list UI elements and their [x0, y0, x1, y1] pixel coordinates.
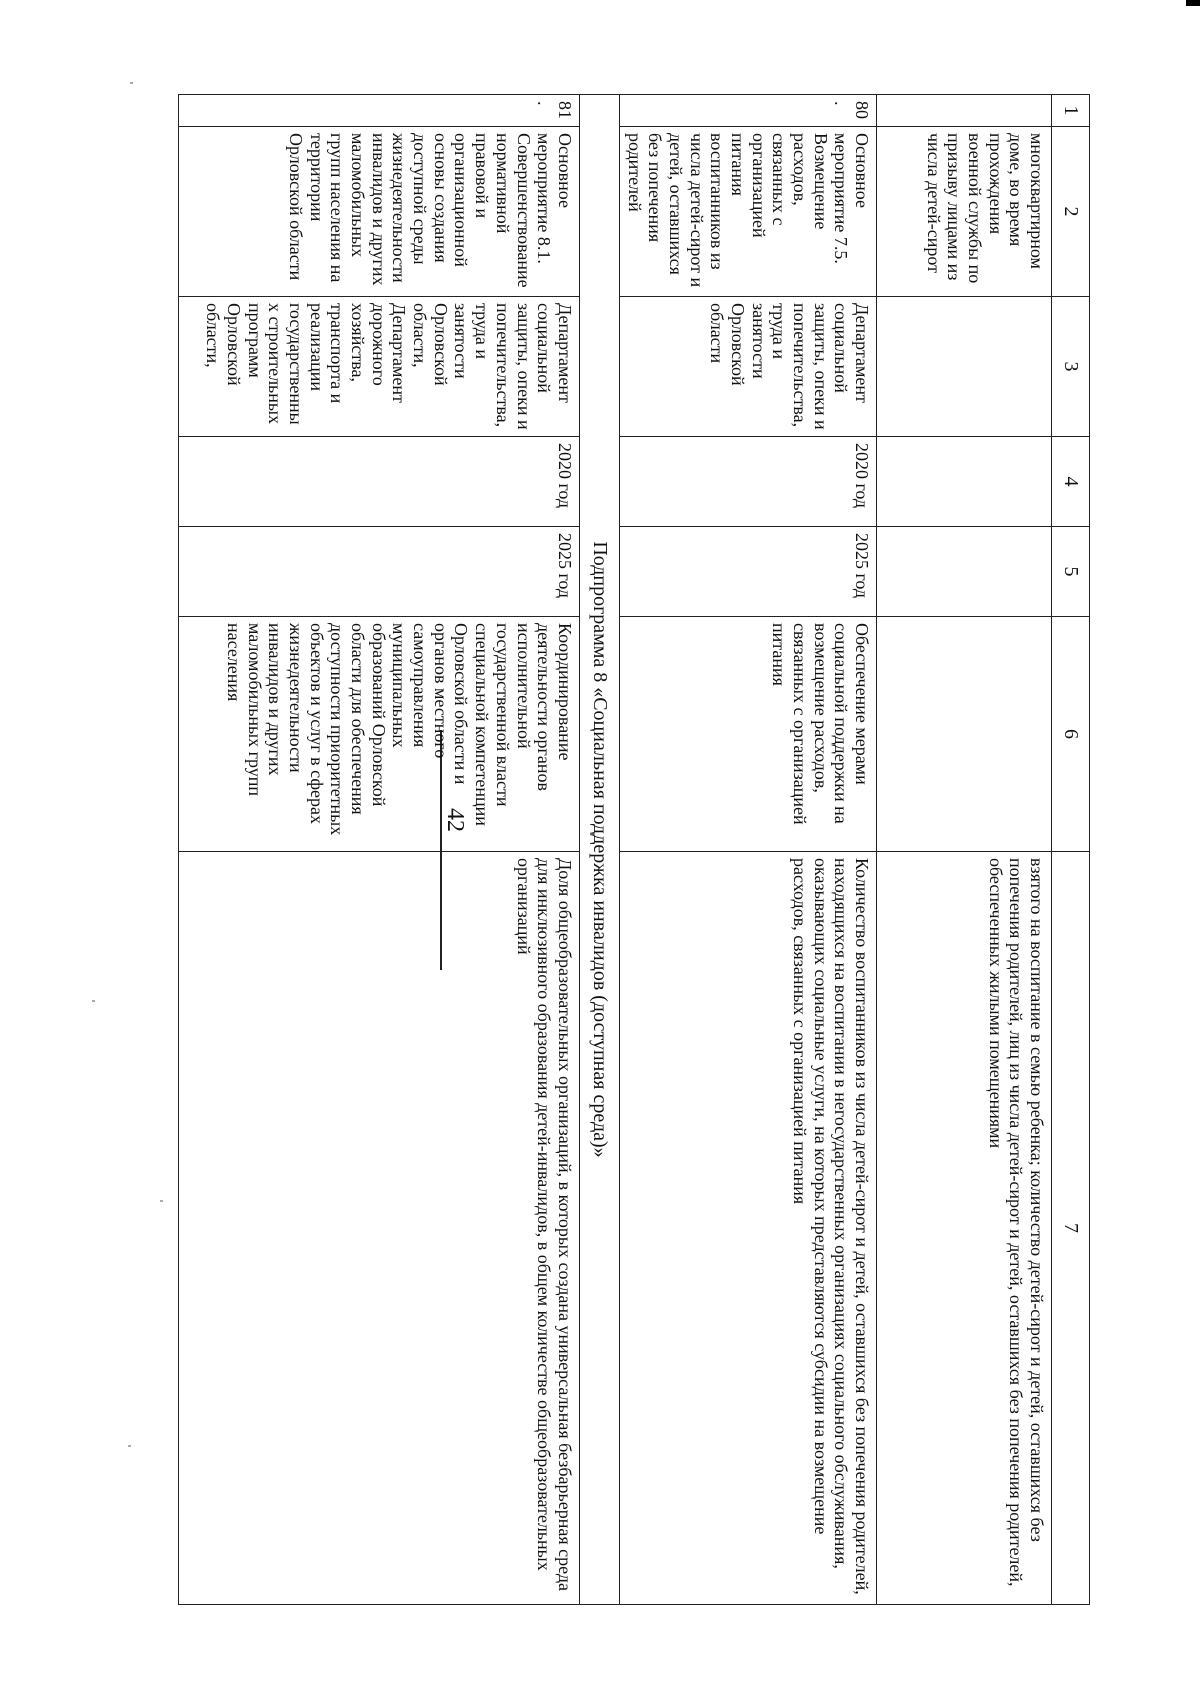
cell-number — [877, 95, 1052, 127]
header-cell-3: 3 — [1052, 297, 1090, 437]
cell-result — [877, 617, 1052, 852]
cell-executor: Департамент социальной защиты, опеки и попечительства, труда и занятости Орловской области, Департамент дорожного хозяйства, транспорта и реализации государственных строительных программ Орловской области, — [179, 297, 580, 437]
cell-measure: многоквартирном доме, во время прохождения военной службы по призыву лицами из числа детей-сирот — [877, 127, 1052, 297]
header-cell-6: 6 — [1052, 617, 1090, 852]
header-cell-1: 1 — [1052, 95, 1090, 127]
table-row-80 — [619, 95, 876, 1605]
header-cell-2: 2 — [1052, 127, 1090, 297]
header-row — [1052, 95, 1090, 1605]
scan-speck — [130, 82, 133, 84]
cell-indicator: взятого на воспитание в семью ребенка; количество детей-сирот и детей, оставшихся без попечения родителей, лиц из числа детей-сирот и детей, оставшихся без попечения родителей, обеспеченных жилыми помещениями — [877, 852, 1052, 1605]
scan-speck — [92, 1000, 95, 1002]
cell-start: 2020 год — [179, 437, 580, 527]
cell-executor — [877, 297, 1052, 437]
scan-speck — [128, 1445, 131, 1447]
rotated-table-container — [178, 94, 1090, 1604]
page-number: 42 — [442, 808, 469, 832]
cell-executor: Департамент социальной защиты, опеки и попечительства, труда и занятости Орловской области — [619, 297, 876, 437]
cell-result: Координирование деятельности органов исполнительной государственной власти специальной компетенции Орловской области и органов местного самоуправления муниципальных образований Орловской области для обеспечения доступности приоритетных объектов и услуг в сферах жизнедеятельности инвалидов и других маломобильных групп населения — [179, 617, 580, 852]
cell-end: 2025 год — [179, 527, 580, 617]
row-number: 80. — [619, 95, 876, 127]
measures-table — [178, 94, 1090, 1605]
cell-measure: Основное мероприятие 8.1. Совершенствование нормативной правовой и организационной основы создания доступной среды жизнедеятельности инвалидов и других маломобильных групп населения на территории Орловской области — [179, 127, 580, 297]
cell-end — [877, 527, 1052, 617]
table-row-81 — [179, 95, 580, 1605]
header-cell-4: 4 — [1052, 437, 1090, 527]
cell-indicator: Доля общеобразовательных организаций, в которых создана универсальная безбарьерная среда для инклюзивного образования детей-инвалидов, в общем количестве общеобразовательных организаций — [179, 852, 580, 1605]
cell-end: 2025 год — [619, 527, 876, 617]
row-number: 81. — [179, 95, 580, 127]
cell-measure: Основное мероприятие 7.5. Возмещение расходов, связанных с организацией питания воспитанников из числа детей-сирот и детей, оставшихся без попечения родителей — [619, 127, 876, 297]
header-cell-7: 7 — [1052, 852, 1090, 1605]
scan-mark — [1186, 0, 1200, 6]
cell-result: Обеспечение мерами социальной поддержки на возмещение расходов, связанных с организацией питания — [619, 617, 876, 852]
subprogram-title: Подпрограмма 8 «Социальная поддержка инвалидов (доступная среда)» — [579, 95, 619, 1605]
subprogram-row — [579, 95, 619, 1605]
cell-indicator: Количество воспитанников из числа детей-сирот и детей, оставшихся без попечения родителей, находящихся на воспитании в негосударственных организациях социального обслуживания, оказывающих социальные услуги, на которых представляются субсидии на возмещение расходов, связанных с организацией питания — [619, 852, 876, 1605]
cell-start: 2020 год — [619, 437, 876, 527]
continuation-row — [877, 95, 1052, 1605]
scan-speck — [160, 1200, 163, 1202]
cell-start — [877, 437, 1052, 527]
header-cell-5: 5 — [1052, 527, 1090, 617]
